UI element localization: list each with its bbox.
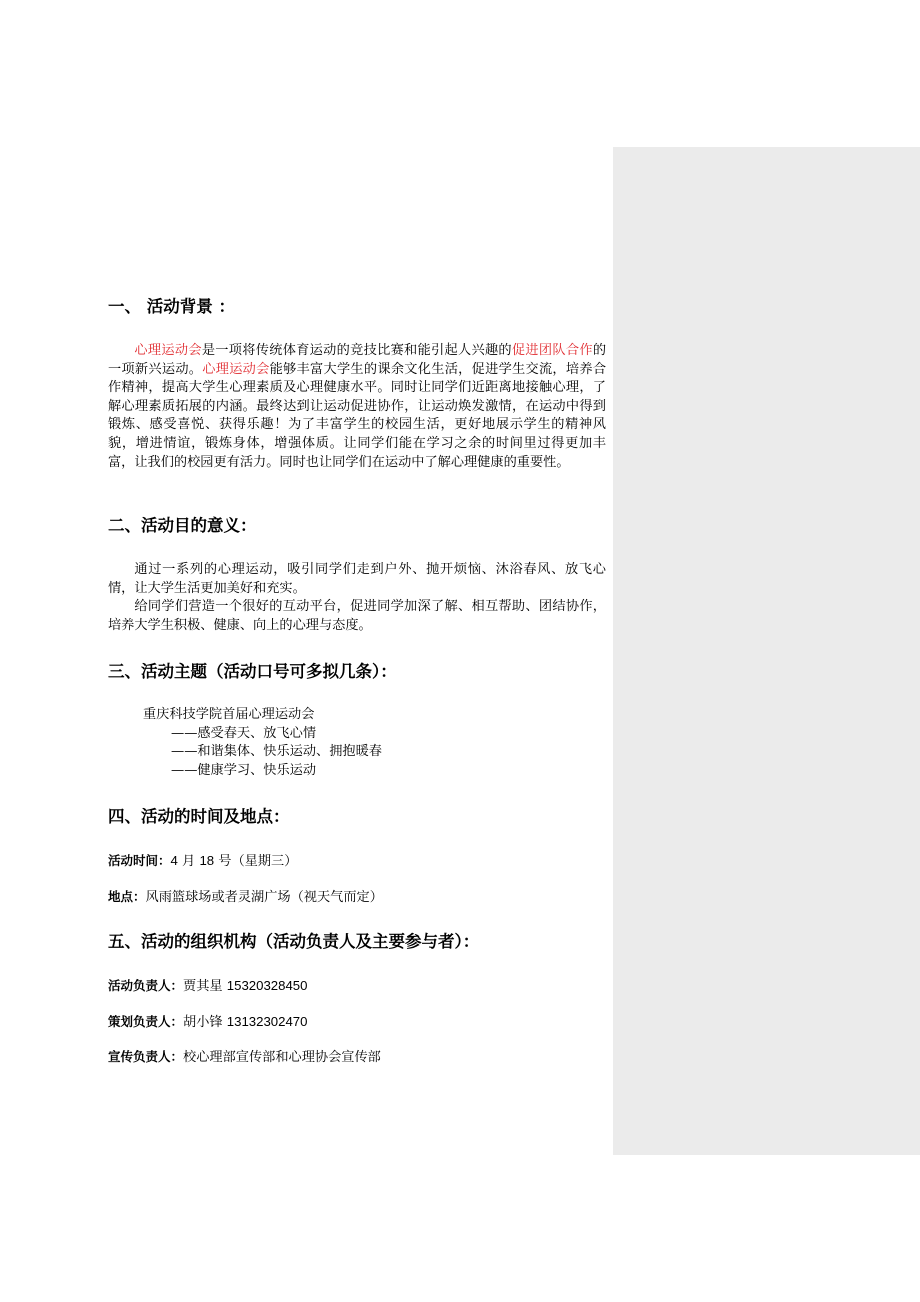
section-heading-organization: 五、活动的组织机构（活动负责人及主要参与者）： bbox=[108, 932, 480, 951]
purpose-paragraph-2: 给同学们营造一个很好的互动平台，促进同学加深了解、相互帮助、团结协作，培养大学生积极、健康、向上的心理与态度。 bbox=[108, 599, 606, 633]
info-value: 4 bbox=[170, 853, 178, 868]
activity-place bbox=[108, 888, 383, 907]
body-text: 的一项新兴运动。 bbox=[108, 343, 607, 377]
comment-pane bbox=[613, 147, 920, 1155]
info-label: 宣传负责人： bbox=[108, 1049, 184, 1064]
body-text: 能够丰富大学生的课余文化生活，促进学生交流，培养合作精神，提高大学生心理素质及心理健康水平。同时让同学们近距离地接触心理，了解心理素质拓展的内涵。最终达到让运动促进协作，让运动焕发激情，在运动中得到锻炼、感受喜悦、获得乐趣！为了丰富学生的校园生活，更好地展示学生的精神风貌，增进情谊，锻炼身体，增强体质。让同学们能在学习之余的时间里过得更加丰富，让我们的校园更有活力。同时也让同学们在运动中了解心理健康的重要性。 bbox=[108, 361, 607, 470]
info-value: 号（星期三） bbox=[214, 854, 298, 869]
publicity-lead bbox=[108, 1048, 381, 1067]
theme-title: 重庆科技学院首届心理运动会 bbox=[143, 707, 315, 722]
body-text: 是一项将传统体育运动的竞技比赛和能引起人兴趣的 bbox=[201, 343, 512, 358]
planning-lead bbox=[108, 1013, 307, 1032]
section-heading-time-place: 四、活动的时间及地点： bbox=[108, 807, 290, 826]
info-value: 校心理部宣传部和心理协会宣传部 bbox=[183, 1050, 381, 1065]
info-value: 18 bbox=[199, 853, 215, 868]
slogan-item: ——感受春天、放飞心情 bbox=[171, 725, 317, 741]
slogan-item: ——健康学习、快乐运动 bbox=[171, 762, 317, 778]
slogan-item: ——和谐集体、快乐运动、拥抱暖春 bbox=[171, 744, 382, 760]
background-paragraph bbox=[108, 342, 606, 472]
info-value: 月 bbox=[177, 854, 200, 869]
info-value: 风雨篮球场或者灵湖广场（视天气而定） bbox=[145, 890, 383, 905]
phone-number: 15320328450 bbox=[226, 978, 308, 993]
info-value: 贾其星 bbox=[183, 979, 227, 994]
info-label: 地点： bbox=[108, 889, 146, 904]
activity-time bbox=[108, 852, 297, 871]
info-label: 活动负责人： bbox=[108, 978, 184, 993]
activity-lead bbox=[108, 977, 307, 996]
info-value: 胡小锋 bbox=[183, 1015, 227, 1030]
phone-number: 13132302470 bbox=[226, 1014, 308, 1029]
theme-list bbox=[143, 706, 382, 780]
section-heading-background: 一、 活动背景 ： bbox=[108, 297, 235, 316]
section-heading-theme: 三、活动主题（活动口号可多拟几条）： bbox=[108, 662, 397, 681]
section-heading-purpose: 二、活动目的意义： bbox=[108, 516, 257, 535]
purpose-paragraphs bbox=[108, 561, 606, 635]
highlight-text: 心理运动会 bbox=[134, 343, 202, 358]
highlight-text: 心理运动会 bbox=[202, 361, 270, 377]
highlight-text: 促进团队合作 bbox=[511, 343, 593, 358]
purpose-paragraph-1: 通过一系列的心理运动，吸引同学们走到户外、抛开烦恼、沐浴春风、放飞心情，让大学生活更加美好和充实。 bbox=[108, 562, 606, 596]
info-label: 活动时间： bbox=[108, 853, 171, 868]
info-label: 策划负责人： bbox=[108, 1014, 184, 1029]
